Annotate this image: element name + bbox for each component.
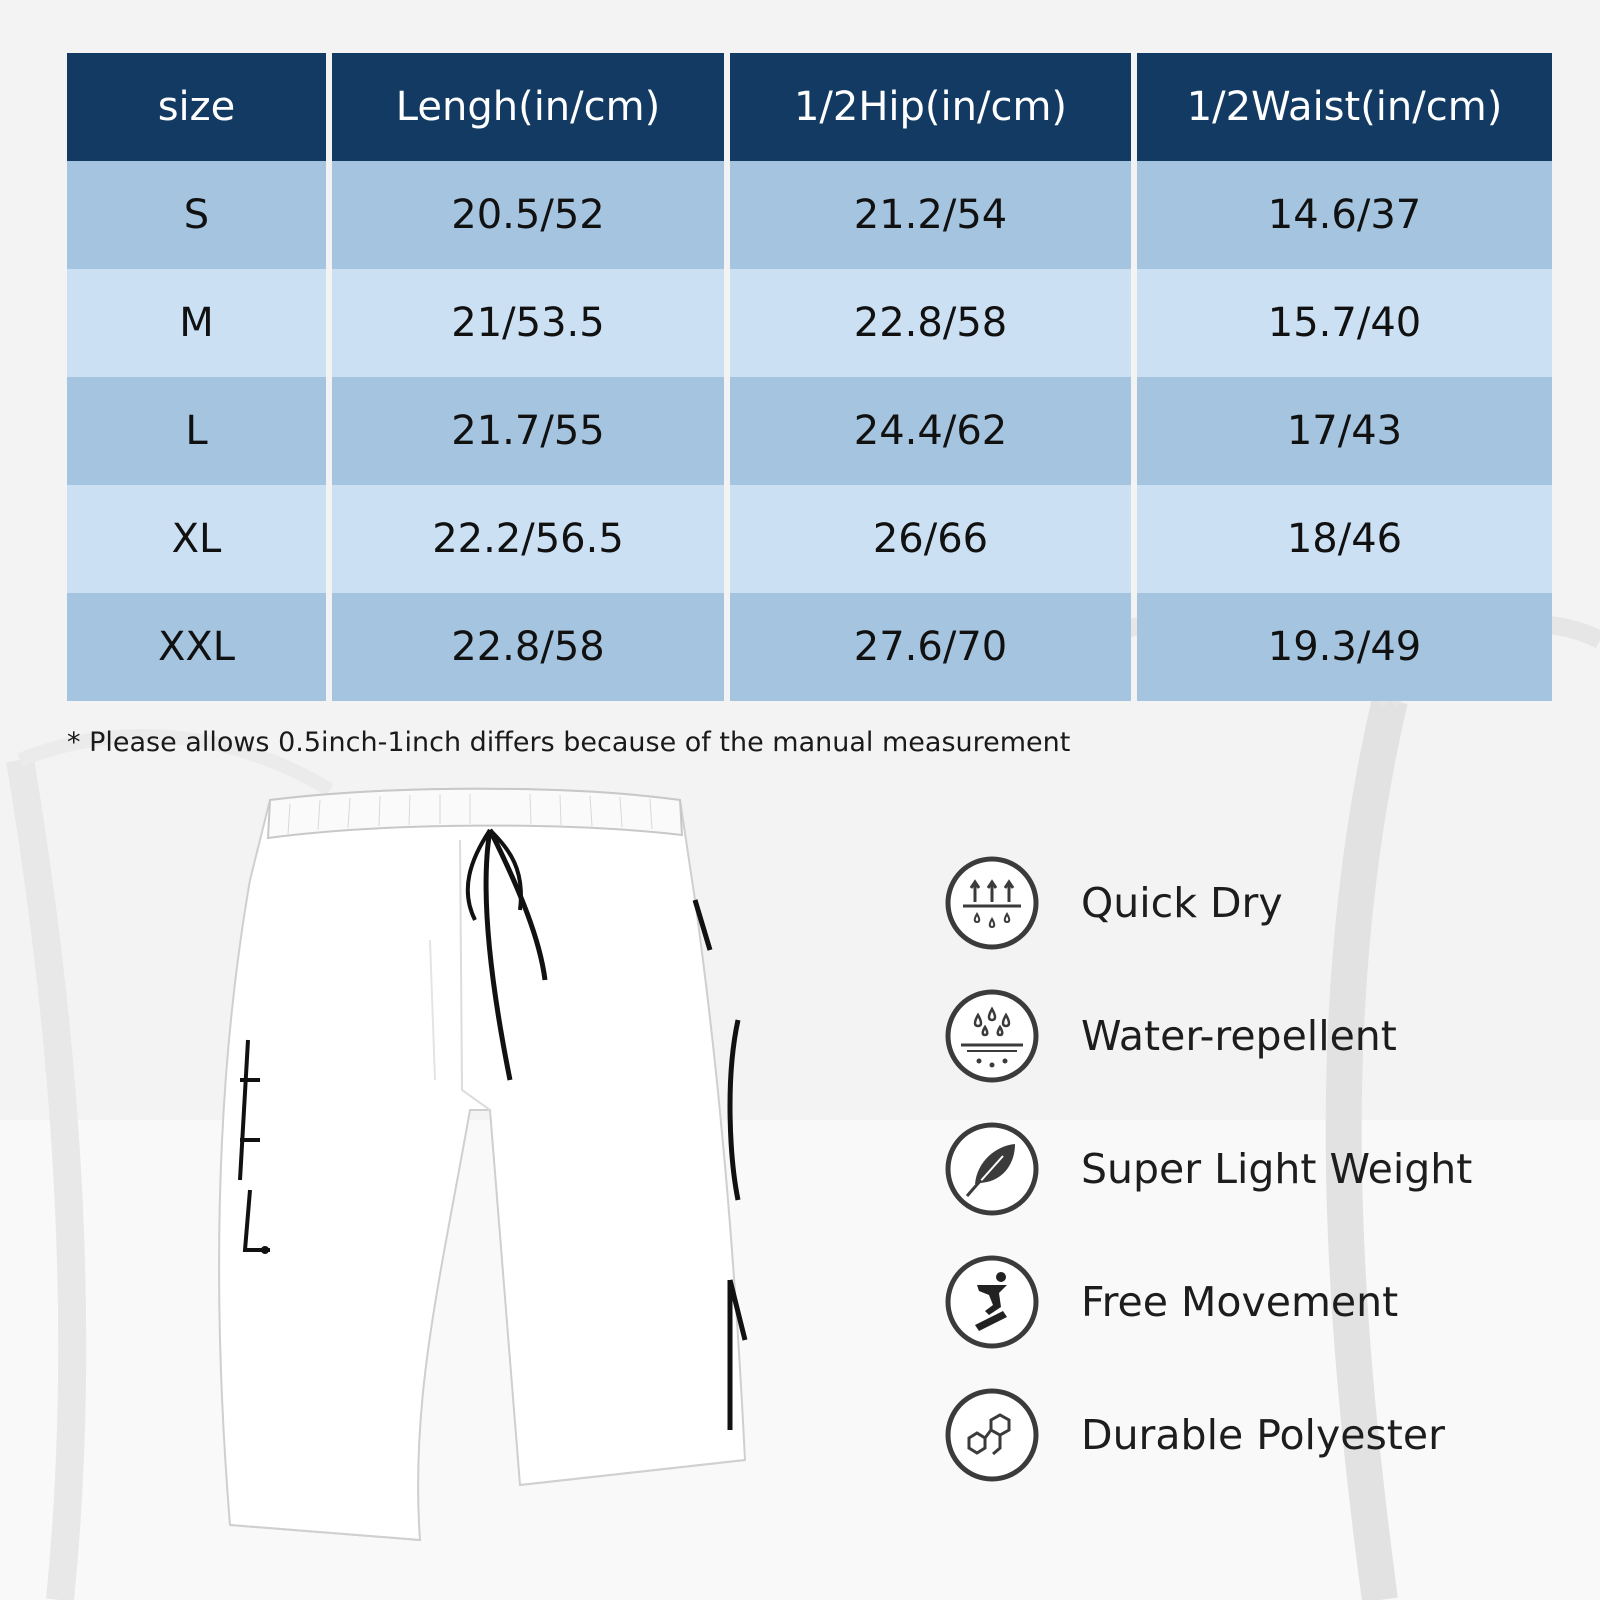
feature-water-repellent — [945, 989, 1505, 1083]
size-cell: XXL — [67, 593, 326, 701]
feature-durable-polyester — [945, 1388, 1505, 1482]
header-half-waist: 1/2Waist(in/cm) — [1137, 53, 1552, 161]
polyester-molecule-icon — [945, 1388, 1039, 1482]
hip-cell: 22.8/58 — [730, 269, 1131, 377]
measurement-note: * Please allows 0.5inch-1inch differs because of the manual measurement — [67, 727, 1071, 758]
size-chart-table — [67, 53, 1534, 701]
waist-cell: 17/43 — [1137, 377, 1552, 485]
water-repellent-icon — [945, 989, 1039, 1083]
skateboarder-icon — [945, 1255, 1039, 1349]
header-size: size — [67, 53, 326, 161]
feature-free-movement — [945, 1255, 1505, 1349]
hip-cell: 24.4/62 — [730, 377, 1131, 485]
size-cell: S — [67, 161, 326, 269]
length-cell: 20.5/52 — [332, 161, 724, 269]
size-cell: M — [67, 269, 326, 377]
length-cell: 21.7/55 — [332, 377, 724, 485]
waist-cell: 19.3/49 — [1137, 593, 1552, 701]
size-cell: L — [67, 377, 326, 485]
feature-label: Free Movement — [1081, 1278, 1399, 1326]
size-cell: XL — [67, 485, 326, 593]
hip-cell: 26/66 — [730, 485, 1131, 593]
header-length: Lengh(in/cm) — [332, 53, 724, 161]
length-cell: 21/53.5 — [332, 269, 724, 377]
quick-dry-icon — [945, 856, 1039, 950]
hip-cell: 27.6/70 — [730, 593, 1131, 701]
board-shorts-image — [190, 780, 780, 1580]
feature-label: Quick Dry — [1081, 879, 1283, 927]
waist-cell: 15.7/40 — [1137, 269, 1552, 377]
length-cell: 22.8/58 — [332, 593, 724, 701]
feature-label: Durable Polyester — [1081, 1411, 1445, 1459]
waist-cell: 18/46 — [1137, 485, 1552, 593]
waist-cell: 14.6/37 — [1137, 161, 1552, 269]
length-cell: 22.2/56.5 — [332, 485, 724, 593]
hip-cell: 21.2/54 — [730, 161, 1131, 269]
feature-quick-dry — [945, 856, 1505, 950]
feature-label: Water-repellent — [1081, 1012, 1397, 1060]
header-half-hip: 1/2Hip(in/cm) — [730, 53, 1131, 161]
feature-super-light-weight — [945, 1122, 1505, 1216]
feature-label: Super Light Weight — [1081, 1145, 1473, 1193]
feather-icon — [945, 1122, 1039, 1216]
